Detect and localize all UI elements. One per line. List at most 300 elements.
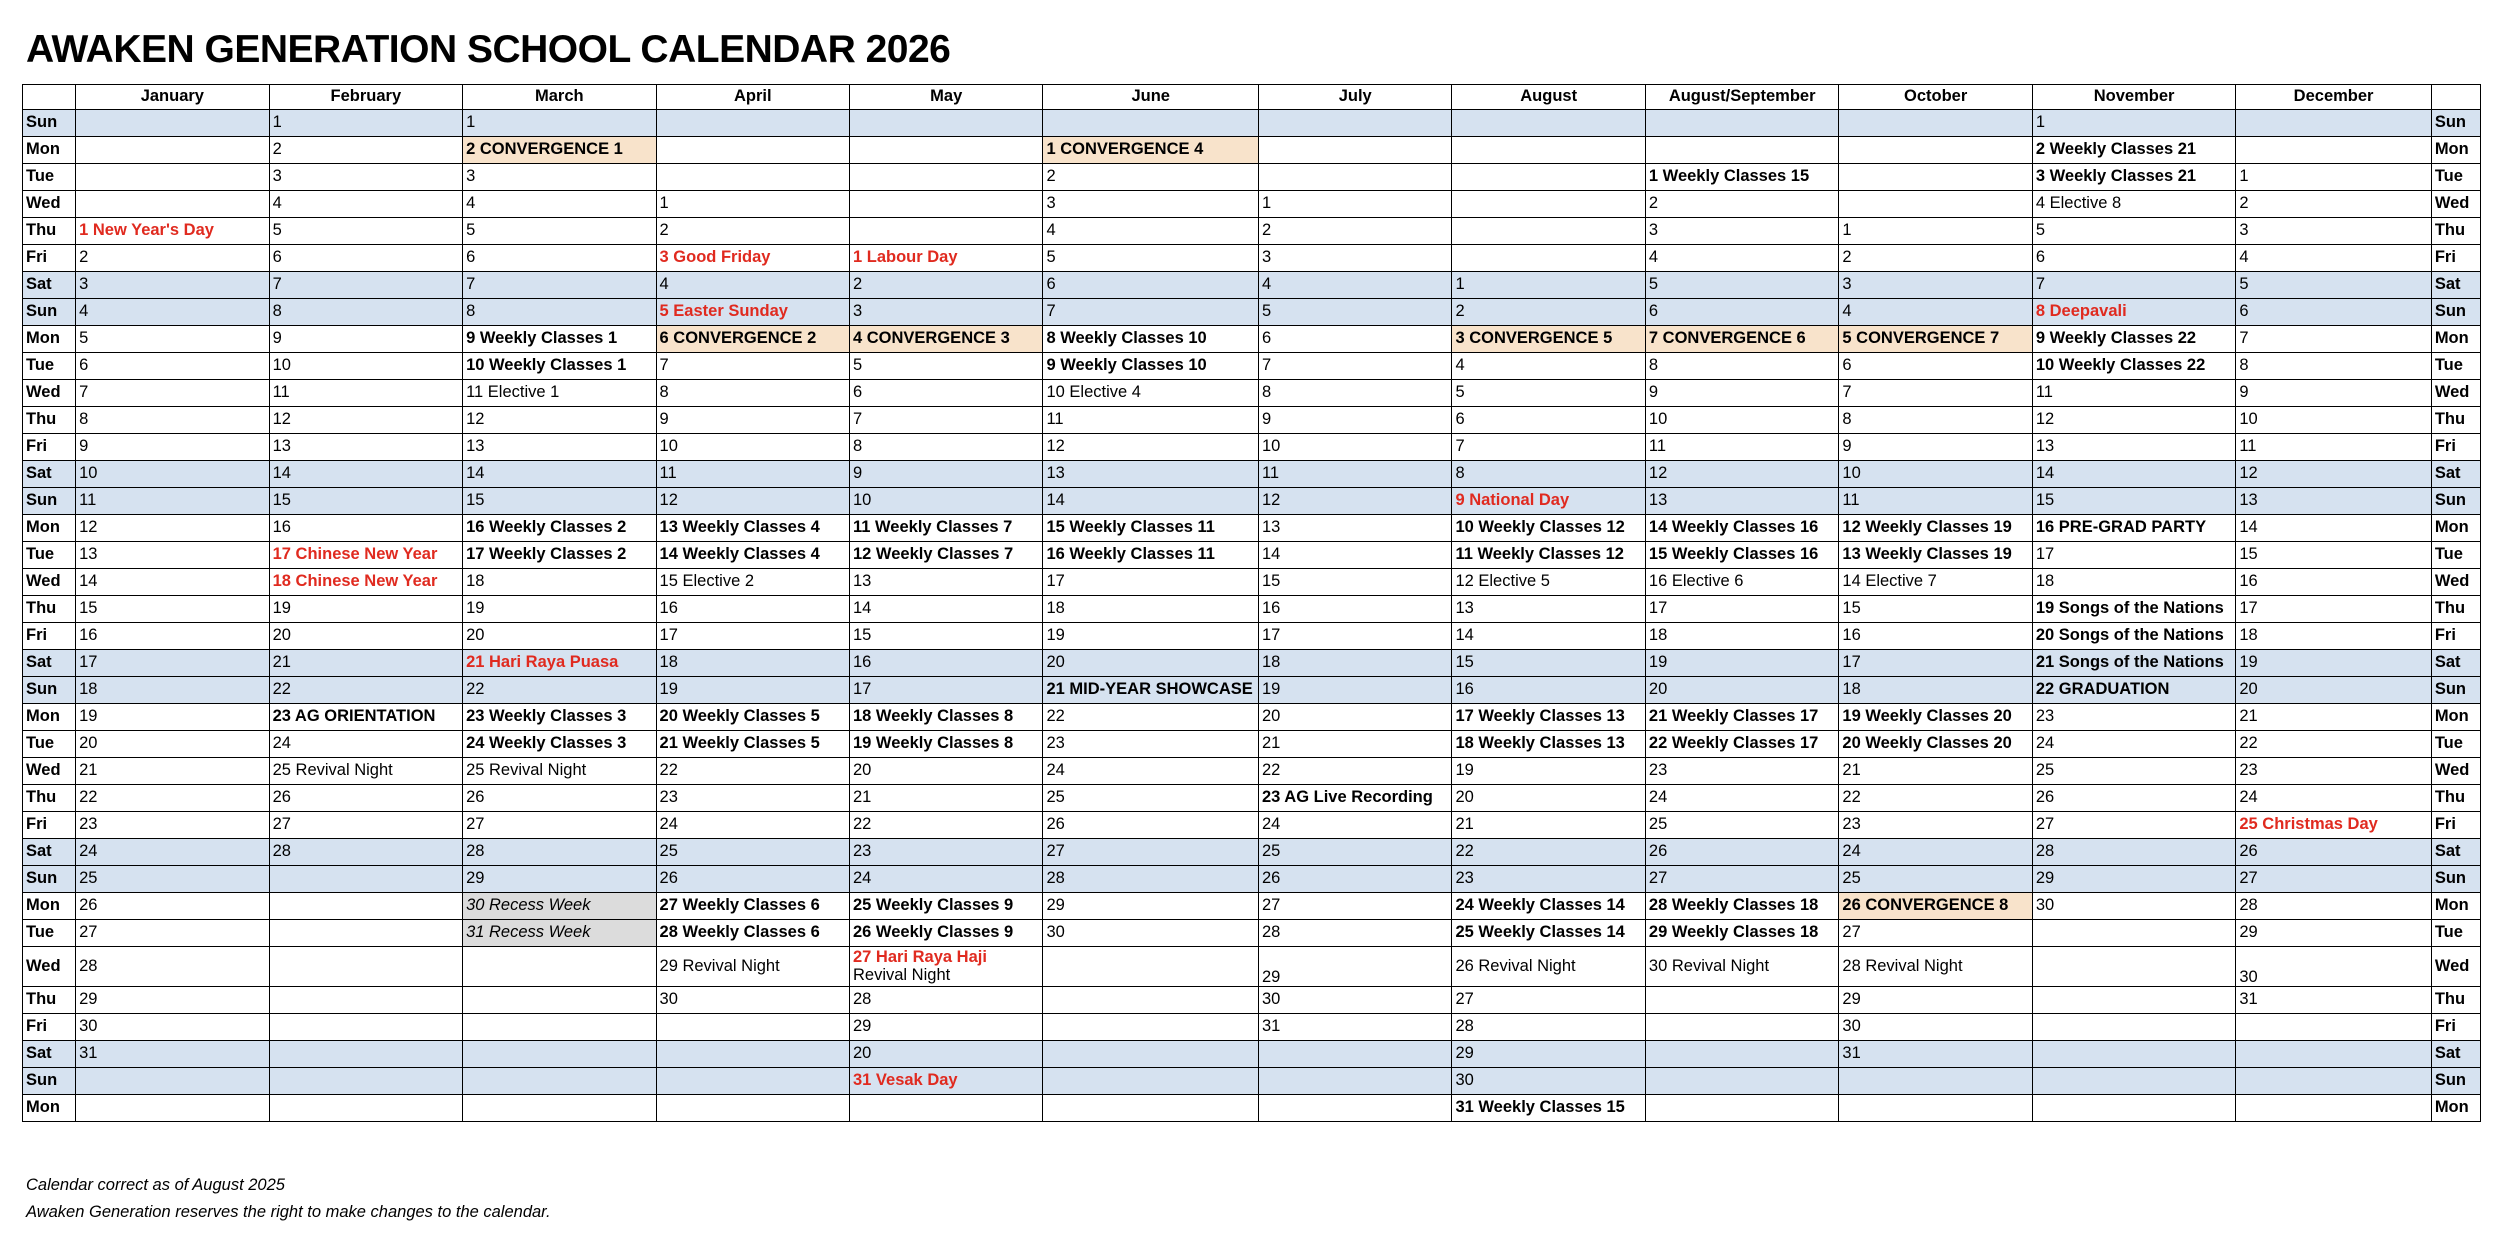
date-entry: 21: [1842, 761, 1861, 780]
date-cell: [1452, 866, 1645, 893]
date-entry: 28: [853, 990, 872, 1009]
date-cell: [656, 785, 849, 812]
date-cell: [1839, 839, 2032, 866]
date-entry: 22: [2239, 734, 2258, 753]
date-cell: [76, 434, 269, 461]
date-entry: 23: [1455, 869, 1474, 888]
date-entry: 23: [659, 788, 678, 807]
date-entry: 21 Songs of the Nations: [2035, 653, 2224, 672]
holiday-entry: 8 Deepavali: [2035, 302, 2127, 321]
date-cell: [1258, 987, 1451, 1014]
date-cell: [1839, 299, 2032, 326]
calendar-row: [23, 245, 2481, 272]
calendar-row: [23, 650, 2481, 677]
date-cell: [1452, 623, 1645, 650]
date-entry: 16 PRE-GRAD PARTY: [2035, 518, 2207, 537]
date-cell: [656, 866, 849, 893]
date-entry: 18 Weekly Classes 8: [853, 707, 1014, 726]
date-cell: [1839, 353, 2032, 380]
date-cell: [1258, 1041, 1451, 1068]
calendar-row: [23, 272, 2481, 299]
date-cell: [269, 731, 462, 758]
date-entry: 3 Weekly Classes 21: [2035, 167, 2197, 186]
date-entry: 25: [1842, 869, 1861, 888]
weekday-label: Tue: [23, 353, 76, 380]
weekday-label: Mon: [2431, 515, 2480, 542]
date-cell: [850, 218, 1043, 245]
date-cell: [463, 987, 656, 1014]
calendar-row: [23, 569, 2481, 596]
date-cell: [1839, 731, 2032, 758]
weekday-label: Mon: [2431, 893, 2480, 920]
calendar-row: [23, 488, 2481, 515]
date-cell: [1452, 947, 1645, 987]
date-cell: [1043, 461, 1259, 488]
date-cell: [850, 353, 1043, 380]
date-cell: [1452, 326, 1645, 353]
date-cell: [269, 623, 462, 650]
page-title: AWAKEN GENERATION SCHOOL CALENDAR 2026: [26, 28, 951, 71]
date-entry: 16: [853, 653, 872, 672]
date-cell: [1452, 164, 1645, 191]
date-cell: [2032, 758, 2235, 785]
calendar-table: [22, 84, 2481, 1122]
date-cell: [850, 920, 1043, 947]
date-cell: [1645, 1095, 1838, 1122]
weekday-label: Wed: [23, 191, 76, 218]
weekday-label: Tue: [2431, 164, 2480, 191]
date-cell: [850, 569, 1043, 596]
date-entry: 11: [659, 464, 677, 483]
date-cell: [1839, 164, 2032, 191]
date-cell: [850, 542, 1043, 569]
date-entry: 23: [1046, 734, 1065, 753]
date-cell: [269, 515, 462, 542]
date-cell: [1043, 380, 1259, 407]
date-entry: 4: [1455, 356, 1465, 375]
date-cell: [1839, 920, 2032, 947]
date-entry: 15: [2239, 545, 2258, 564]
date-entry: 7: [659, 356, 669, 375]
date-cell: [1258, 407, 1451, 434]
date-entry: 21: [853, 788, 872, 807]
date-cell: [2032, 488, 2235, 515]
date-entry: 27 Weekly Classes 6: [659, 896, 820, 915]
date-entry: 17: [659, 626, 678, 645]
month-header: July: [1258, 85, 1451, 110]
date-entry: 5: [1455, 383, 1465, 402]
date-cell: [463, 515, 656, 542]
date-entry: 26 Revival Night: [1455, 956, 1576, 975]
date-entry: 26: [466, 788, 485, 807]
date-entry: 2: [1842, 248, 1852, 267]
date-cell: [1452, 1014, 1645, 1041]
date-cell: [1645, 731, 1838, 758]
date-cell: [76, 407, 269, 434]
date-entry: 14: [272, 464, 291, 483]
date-entry: 3: [2239, 221, 2249, 240]
weekday-label: Sun: [23, 299, 76, 326]
date-cell: [2236, 272, 2431, 299]
date-cell: [463, 785, 656, 812]
date-entry: 22: [466, 680, 485, 699]
date-entry: 12 Weekly Classes 7: [853, 545, 1014, 564]
date-cell: [1043, 488, 1259, 515]
date-cell: [76, 137, 269, 164]
date-cell: [463, 380, 656, 407]
date-cell: [1043, 987, 1259, 1014]
date-entry: 9: [1842, 437, 1852, 456]
weekday-label: Sun: [2431, 1068, 2480, 1095]
date-cell: [76, 299, 269, 326]
weekday-label: Thu: [2431, 785, 2480, 812]
date-cell: [76, 812, 269, 839]
date-entry: 10: [2239, 410, 2258, 429]
date-cell: [656, 488, 849, 515]
date-cell: [2236, 758, 2431, 785]
weekday-label: Tue: [2431, 353, 2480, 380]
calendar-row: [23, 596, 2481, 623]
date-entry: 25: [1261, 842, 1281, 861]
date-cell: [1043, 515, 1259, 542]
date-cell: [2032, 461, 2235, 488]
date-entry: 25 Weekly Classes 9: [853, 896, 1014, 915]
date-entry: 5: [2239, 275, 2249, 294]
date-cell: [76, 731, 269, 758]
date-cell: [463, 353, 656, 380]
date-entry: 30: [79, 1017, 98, 1036]
date-entry: 15: [1261, 572, 1281, 591]
date-entry: 5: [1046, 248, 1056, 267]
date-entry: 9 Weekly Classes 10: [1046, 356, 1207, 375]
date-entry: 21 MID-YEAR SHOWCASE: [1046, 680, 1253, 699]
date-entry: 12 Weekly Classes 19: [1842, 518, 2012, 537]
date-entry: 28: [2239, 896, 2258, 915]
date-entry: 6: [272, 248, 282, 267]
date-entry: 9: [659, 410, 669, 429]
date-cell: [76, 272, 269, 299]
date-cell: [269, 920, 462, 947]
date-cell: [2236, 326, 2431, 353]
date-cell: [1645, 353, 1838, 380]
weekday-label: Wed: [2431, 191, 2480, 218]
calendar-body: [23, 110, 2481, 1122]
date-entry: 14: [853, 599, 872, 618]
date-cell: [1645, 542, 1838, 569]
date-entry: 13: [853, 572, 872, 591]
month-header: June: [1043, 85, 1259, 110]
date-entry: 1: [272, 113, 282, 132]
date-cell: [656, 434, 849, 461]
date-cell: [269, 137, 462, 164]
date-cell: [1452, 893, 1645, 920]
date-entry: 30 Revival Night: [1648, 956, 1770, 975]
month-header: May: [850, 85, 1043, 110]
date-entry: 25 Revival Night: [466, 761, 587, 780]
date-entry: 9 Weekly Classes 22: [2035, 329, 2197, 348]
date-cell: [2032, 434, 2235, 461]
date-cell: [1839, 407, 2032, 434]
date-cell: [269, 839, 462, 866]
date-entry: 9: [1261, 410, 1272, 429]
date-entry: 15 Weekly Classes 11: [1046, 518, 1215, 537]
date-cell: [1043, 812, 1259, 839]
date-entry: 4: [659, 275, 669, 294]
date-entry: 2: [853, 275, 863, 294]
date-entry: 8: [466, 302, 476, 321]
date-entry: 2: [1455, 302, 1465, 321]
date-entry: 27: [1455, 990, 1474, 1009]
date-entry: 11: [79, 491, 97, 510]
date-cell: [1043, 542, 1259, 569]
weekday-label: Fri: [23, 434, 76, 461]
date-cell: [1645, 245, 1838, 272]
date-cell: [850, 1068, 1043, 1095]
date-entry: 28: [1046, 869, 1065, 888]
date-cell: [463, 245, 656, 272]
date-entry: 6: [466, 248, 476, 267]
date-entry: 30: [2035, 896, 2055, 915]
date-entry: 1 CONVERGENCE 4: [1046, 140, 1204, 159]
date-entry: 14: [1046, 491, 1065, 510]
date-cell: [1043, 164, 1259, 191]
date-entry: 4: [1261, 275, 1272, 294]
date-entry: 19: [2239, 653, 2258, 672]
date-entry: 25 Revival Night: [272, 761, 393, 780]
date-entry: 9: [2239, 383, 2249, 402]
date-entry: 12 Elective 5: [1455, 572, 1550, 591]
date-entry: 12: [1648, 464, 1668, 483]
date-entry: 11 Weekly Classes 12: [1455, 545, 1624, 564]
calendar-row: [23, 812, 2481, 839]
date-cell: [463, 110, 656, 137]
date-cell: [1645, 1014, 1838, 1041]
date-cell: [1452, 650, 1645, 677]
date-cell: [1043, 866, 1259, 893]
footer-note-updated: Calendar correct as of August 2025: [26, 1176, 285, 1194]
date-cell: [463, 218, 656, 245]
date-entry: 7: [2035, 275, 2046, 294]
date-entry: 13: [79, 545, 98, 564]
date-entry: 13: [1455, 599, 1474, 618]
date-entry: 18: [1046, 599, 1065, 618]
date-cell: [463, 1068, 656, 1095]
date-entry: 22: [1046, 707, 1065, 726]
calendar-row: [23, 542, 2481, 569]
date-entry: 7: [2239, 329, 2249, 348]
date-cell: [269, 380, 462, 407]
date-entry: 26: [272, 788, 291, 807]
date-cell: [656, 542, 849, 569]
date-cell: [1645, 677, 1838, 704]
date-cell: [1258, 245, 1451, 272]
date-cell: [850, 110, 1043, 137]
date-cell: [1645, 1041, 1838, 1068]
weekday-label: Fri: [23, 812, 76, 839]
date-entry: 24: [659, 815, 678, 834]
date-cell: [656, 839, 849, 866]
date-cell: [1043, 1095, 1259, 1122]
date-cell: [2032, 272, 2235, 299]
date-entry: 10: [79, 464, 98, 483]
date-cell: [2236, 987, 2431, 1014]
date-cell: [2032, 812, 2235, 839]
date-entry: 23 Weekly Classes 3: [466, 707, 627, 726]
date-cell: [1043, 218, 1259, 245]
weekday-label: Sun: [2431, 299, 2480, 326]
date-cell: [1839, 1095, 2032, 1122]
date-cell: [2236, 677, 2431, 704]
weekday-label: Mon: [23, 326, 76, 353]
date-cell: [1258, 758, 1451, 785]
date-cell: [1452, 920, 1645, 947]
date-entry: 20 Weekly Classes 5: [659, 707, 820, 726]
weekday-label: Sat: [23, 272, 76, 299]
date-entry: 23: [1842, 815, 1861, 834]
date-cell: [656, 893, 849, 920]
date-cell: [850, 1095, 1043, 1122]
calendar-row: [23, 407, 2481, 434]
holiday-entry: 1 Labour Day: [853, 248, 958, 267]
date-entry: 11: [1046, 410, 1064, 429]
calendar-table-wrapper: [22, 84, 2481, 1122]
date-entry: 2: [1261, 221, 1272, 240]
date-cell: [1452, 461, 1645, 488]
date-entry: 19: [79, 707, 98, 726]
date-cell: [1258, 785, 1451, 812]
date-cell: [2032, 785, 2235, 812]
date-cell: [76, 461, 269, 488]
date-cell: [2032, 596, 2235, 623]
date-cell: [1258, 731, 1451, 758]
date-cell: [850, 407, 1043, 434]
calendar-row: [23, 758, 2481, 785]
header-corner-left: [23, 85, 76, 110]
date-cell: [463, 1095, 656, 1122]
date-cell: [656, 1014, 849, 1041]
date-cell: [76, 623, 269, 650]
date-cell: [2032, 1068, 2235, 1095]
date-cell: [1839, 596, 2032, 623]
date-cell: [850, 488, 1043, 515]
calendar-row: [23, 299, 2481, 326]
date-cell: [1258, 1068, 1451, 1095]
date-entry: 7: [1842, 383, 1852, 402]
date-entry: 15: [853, 626, 872, 645]
date-cell: [850, 731, 1043, 758]
weekday-label: Sat: [2431, 839, 2480, 866]
date-cell: [2032, 920, 2235, 947]
date-cell: [1839, 218, 2032, 245]
date-cell: [1839, 434, 2032, 461]
date-cell: [1258, 569, 1451, 596]
date-cell: [850, 623, 1043, 650]
calendar-row: [23, 137, 2481, 164]
date-cell: [2236, 245, 2431, 272]
calendar-row: [23, 785, 2481, 812]
date-entry: 23: [853, 842, 872, 861]
date-cell: [2236, 1014, 2431, 1041]
date-cell: [656, 947, 849, 987]
date-cell: [656, 515, 849, 542]
date-entry: 21 Weekly Classes 5: [659, 734, 820, 753]
weekday-label: Sun: [23, 677, 76, 704]
date-cell: [2032, 987, 2235, 1014]
weekday-label: Wed: [2431, 569, 2480, 596]
date-entry: 15: [2035, 491, 2055, 510]
date-cell: [1043, 839, 1259, 866]
date-entry: 30: [2239, 967, 2258, 986]
weekday-label: Sun: [23, 488, 76, 515]
date-entry: 27: [1261, 896, 1281, 915]
date-entry: 25: [2035, 761, 2055, 780]
date-cell: [2236, 110, 2431, 137]
date-cell: [1258, 272, 1451, 299]
date-entry: 24 Weekly Classes 14: [1455, 896, 1625, 915]
date-cell: [76, 893, 269, 920]
date-cell: [1043, 623, 1259, 650]
weekday-label: Wed: [23, 758, 76, 785]
date-cell: [269, 677, 462, 704]
date-cell: [463, 1014, 656, 1041]
date-cell: [1043, 704, 1259, 731]
date-entry: 8: [2239, 356, 2249, 375]
date-entry: 1: [2239, 167, 2249, 186]
date-entry: 7: [272, 275, 282, 294]
date-entry: 29 Weekly Classes 18: [1648, 923, 1819, 942]
date-cell: [463, 488, 656, 515]
date-entry: 19: [272, 599, 291, 618]
date-cell: [1645, 866, 1838, 893]
date-cell: [1258, 677, 1451, 704]
date-cell: [1839, 542, 2032, 569]
weekday-label: Sun: [2431, 866, 2480, 893]
date-entry: 27: [2239, 869, 2258, 888]
date-cell: [1452, 987, 1645, 1014]
date-cell: [463, 812, 656, 839]
date-cell: [1645, 407, 1838, 434]
holiday-entry: 5 Easter Sunday: [659, 302, 788, 321]
date-entry: 2: [79, 248, 89, 267]
date-entry: 13: [1648, 491, 1668, 510]
holiday-entry: 25 Christmas Day: [2239, 815, 2378, 834]
date-entry: 11: [1648, 437, 1667, 456]
date-entry: 28: [466, 842, 485, 861]
date-cell: [850, 650, 1043, 677]
date-entry: 17: [1046, 572, 1065, 591]
date-entry: 2: [1648, 194, 1659, 213]
date-cell: [656, 987, 849, 1014]
date-cell: [1839, 650, 2032, 677]
date-entry: 20: [79, 734, 98, 753]
calendar-row: [23, 1041, 2481, 1068]
date-cell: [76, 569, 269, 596]
date-entry: 20: [272, 626, 291, 645]
date-entry: 17: [2239, 599, 2258, 618]
date-entry: 29: [2035, 869, 2055, 888]
date-cell: [463, 137, 656, 164]
date-cell: [656, 1095, 849, 1122]
date-cell: [269, 866, 462, 893]
event-entry: Revival Night: [853, 965, 951, 984]
date-entry: 6: [1455, 410, 1465, 429]
date-cell: [850, 380, 1043, 407]
date-cell: [2032, 1014, 2235, 1041]
date-entry: 29 Revival Night: [659, 956, 780, 975]
date-entry: 6: [79, 356, 89, 375]
date-entry: 18: [466, 572, 485, 591]
date-cell: [2236, 812, 2431, 839]
